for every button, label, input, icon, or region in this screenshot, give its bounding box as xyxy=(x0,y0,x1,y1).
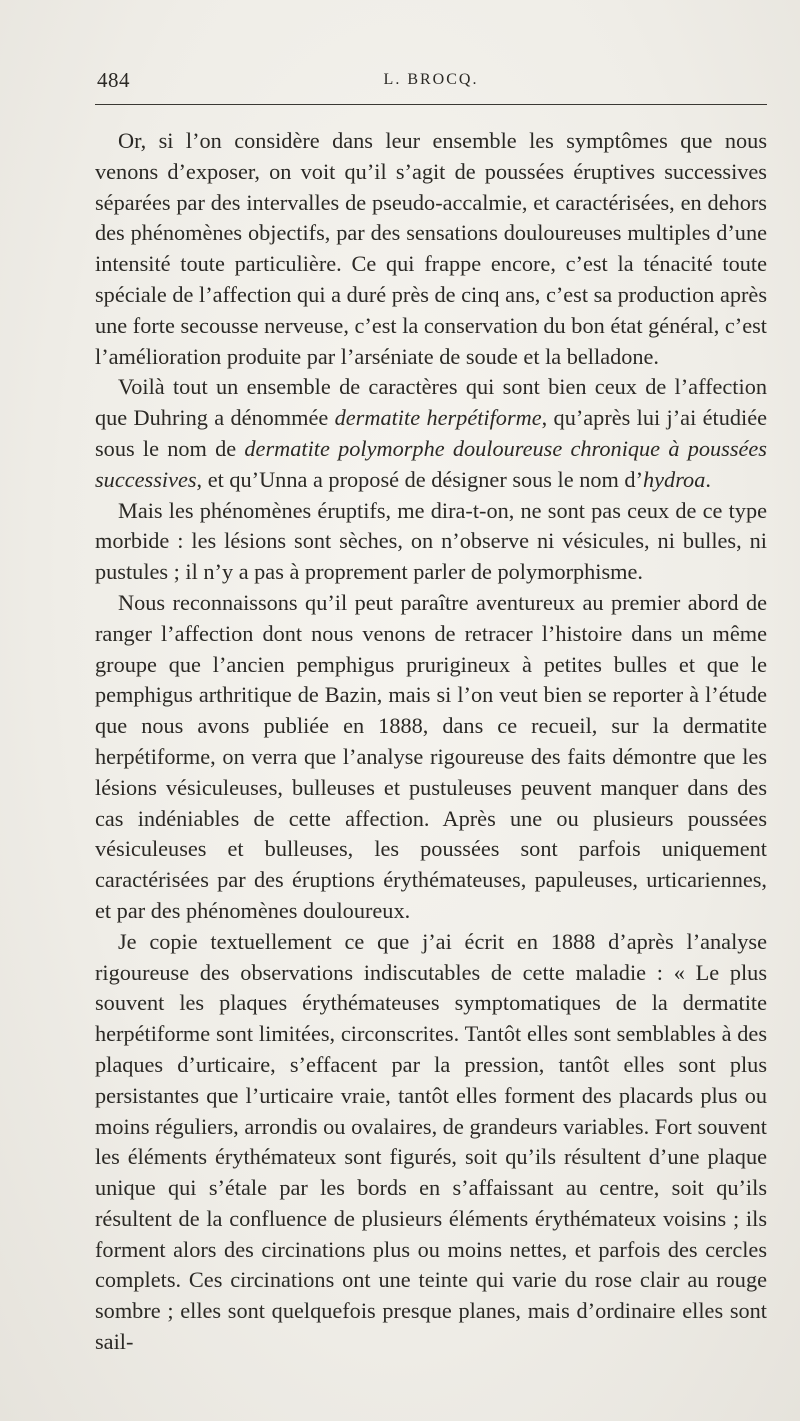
paragraph-2-text-a: Voilà tout un ensemble de caractères qui sont bien ceux de l’affection que Duhring a dénommée xyxy=(95,374,767,431)
page-number: 484 xyxy=(97,68,130,92)
paragraph-4: Nous reconnaissons qu’il peut paraître aventureux au premier abord de ranger l’affection dont nous venons de retracer l’histoire dans un même groupe que l’ancien pemphigus prurigineux à petites bulles et que le pemphigus arthritique de Bazin, mais si l’on veut bien se reporter à l’étude que nous avons publiée en 1888, dans ce recueil, sur la dermatite herpétiforme, on verra que l’analyse rigoureuse des faits démontre que les lésions vésiculeuses, bulleuses et pustuleuses peuvent manquer dans des cas indéniables de cette affection. Après une ou plusieurs poussées vésiculeuses et bulleuses, les poussées sont parfois uniquement caractérisées par des éruptions érythémateuses, papuleuses, urticariennes, et par des phénomènes douloureux. xyxy=(95,589,767,923)
paragraph-3: Mais les phénomènes éruptifs, me dira-t-on, ne sont pas ceux de ce type morbide : les lésions sont sèches, on n’observe ni vésicules, ni bulles, ni pustules ; il n’y a pas à proprement parler de polymorphisme. xyxy=(95,497,767,585)
body-text xyxy=(95,126,767,1358)
paragraph-2-text-g: . xyxy=(705,466,711,492)
paragraph-2-text-e: , et qu’Unna a proposé de désigner sous le nom d’ xyxy=(196,466,643,492)
page-header xyxy=(95,68,767,98)
paragraph-5: Je copie textuellement ce que j’ai écrit en 1888 d’après l’analyse rigoureuse des observations indiscutables de cette maladie : « Le plus souvent les plaques érythémateuses symptomatiques de la dermatite herpétiforme sont limitées, circonscrites. Tantôt elles sont semblables à des plaques d’urticaire, s’effacent par la pression, tantôt elles sont plus persistantes que l’urticaire vraie, tantôt elles forment des placards plus ou moins réguliers, arrondis ou ovalaires, de grandeurs variables. Fort souvent les éléments érythémateux sont figurés, soit qu’ils résultent d’une plaque unique qui s’étale par les bords en s’affaissant au centre, soit qu’ils résultent de la confluence de plusieurs éléments érythémateux voisins ; ils forment alors des circinations plus ou moins nettes, et parfois des cercles complets. Ces circinations ont une teinte qui varie du rose clair au rouge sombre ; elles sont quelquefois presque planes, mais d’ordinaire elles sont sail- xyxy=(95,928,767,1355)
paragraph-2-text-c: , qu’après lui j’ai étudiée sous le nom de xyxy=(95,405,767,461)
term-dermatite-herpetiforme: dermatite herpétiforme xyxy=(334,405,542,431)
paragraph-2 xyxy=(95,372,767,495)
term-dermatite-polymorphe: dermatite polymorphe douloureuse chronique à poussées successives xyxy=(95,435,767,492)
paragraph-1: Or, si l’on considère dans leur ensemble les symptômes que nous venons d’exposer, on voit qu’il s’agit de poussées éruptives successives séparées par des intervalles de pseudo-accalmie, et caractérisées, en dehors des phénomènes objectifs, par des sensations douloureuses multiples d’une intensité toute particulière. Ce qui frappe encore, c’est la ténacité toute spéciale de l’affection qui a duré près de cinq ans, c’est sa production après une forte secousse nerveuse, c’est la conservation du bon état général, c’est l’amélioration produite par l’arséniate de soude et la belladone. xyxy=(95,128,767,369)
term-hydroa: hydroa xyxy=(643,466,706,492)
running-head: L. BROCQ. xyxy=(383,71,479,88)
header-rule xyxy=(95,104,767,105)
